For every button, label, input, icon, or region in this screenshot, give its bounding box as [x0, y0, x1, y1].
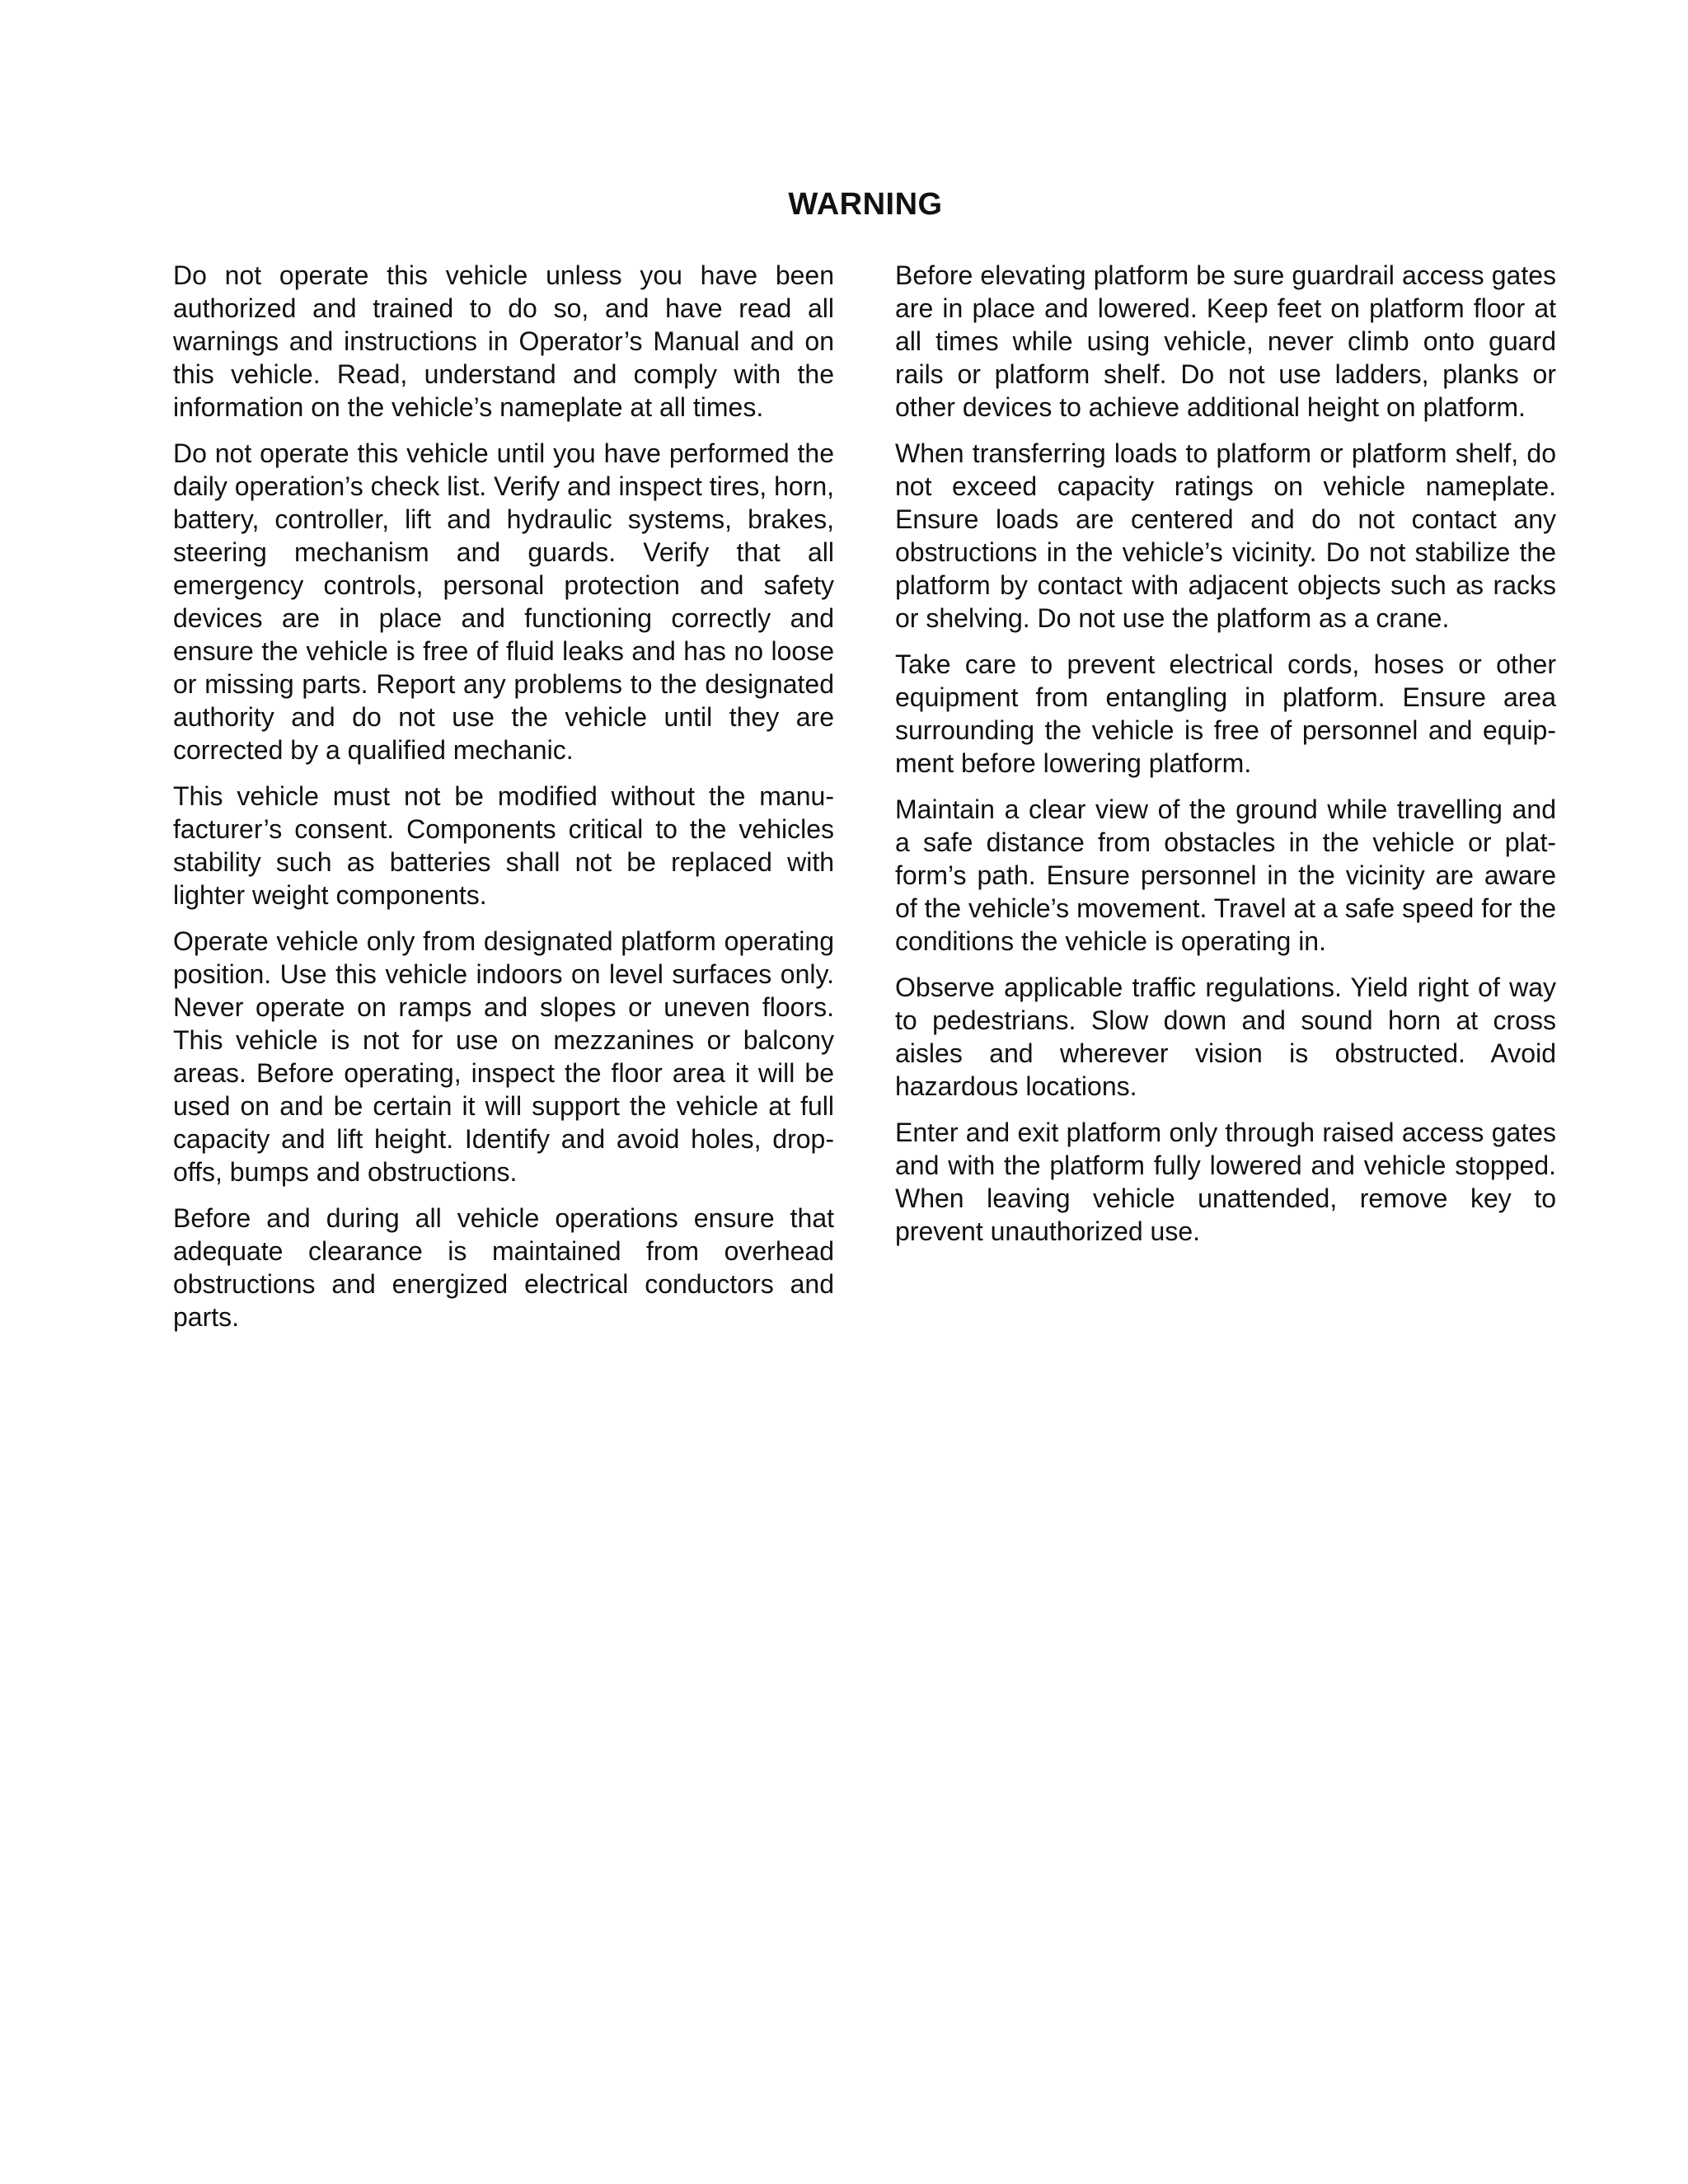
warning-paragraph: Enter and exit platform only through raised access gates and with the platform fully lowered and vehicle stopped. When leaving vehicle unattended, remove key to prevent unauthorized use.	[895, 1118, 1556, 1246]
warning-paragraph: Before elevating platform be sure guardrail access gates are in place and lowered. Keep feet on platform floor at all times while using vehicle, never climb onto guard rails or platform shelf. Do not use ladders, planks or other devices to achieve additional height on platform.	[895, 260, 1556, 422]
warning-paragraph: Observe applicable traffic regulations. Yield right of way to pedestrians. Slow down and sound horn at cross aisles and wherever vision is obstructed. Avoid hazardous locations.	[895, 972, 1556, 1101]
warning-paragraph: Before and during all vehicle operations ensure that adequate clearance is maintained from overhead obstructions and energized electrical conductors and parts.	[173, 1203, 834, 1332]
warning-paragraph: Operate vehicle only from designated platform operating position. Use this vehicle indoors on level surfaces only. Never operate on ramps and slopes or uneven floors. This vehicle is not for use on mezzanines or balcony areas. Before operating, inspect the floor area it will be used on and be certain it will support the vehicle at full capacity and lift height. Identify and avoid holes, drop-offs, bumps and obstructions.	[173, 926, 834, 1187]
left-column	[173, 259, 834, 1347]
warning-paragraph: When transferring loads to platform or platform shelf, do not exceed capacity ratings on vehicle nameplate. Ensure loads are centered and do not contact any obstructions in the vehicle’s vicinity. Do not stabilize the platform by contact with adjacent objects such as racks or shelving. Do not use the platform as a crane.	[895, 438, 1556, 633]
warning-paragraph: Take care to prevent electrical cords, hoses or other equipment from entangling in platform. Ensure area surrounding the vehicle is free of personnel and equipment before lowering platform.	[895, 649, 1556, 778]
warning-paragraph: Do not operate this vehicle until you have performed the daily operation’s check list. Verify and inspect tires, horn, battery, controller, lift and hydraulic systems, brakes, steering mechanism and guards. Verify that all emergency controls, personal protection and safety devices are in place and functioning correctly and ensure the vehicle is free of fluid leaks and has no loose or missing parts. Report any problems to the designated authority and do not use the vehicle until they are corrected by a qualified mechanic.	[173, 438, 834, 765]
right-column	[895, 259, 1556, 1261]
warning-paragraph: Do not operate this vehicle unless you have been authorized and trained to do so, and have read all warnings and instructions in Operator’s Manual and on this vehicle. Read, understand and comply with the information on the vehicle’s nameplate at all times.	[173, 260, 834, 422]
warning-paragraph: Maintain a clear view of the ground while travelling and a safe distance from obstacles in the vehicle or platform’s path. Ensure personnel in the vicinity are aware of the vehicle’s movement. Travel at a safe speed for the conditions the vehicle is operating in.	[895, 794, 1556, 956]
page-title: WARNING	[788, 187, 943, 222]
warning-paragraph: This vehicle must not be modified without the manufacturer’s consent. Components critical to the vehicles stability such as batteries shall not be replaced with lighter weight components.	[173, 781, 834, 910]
